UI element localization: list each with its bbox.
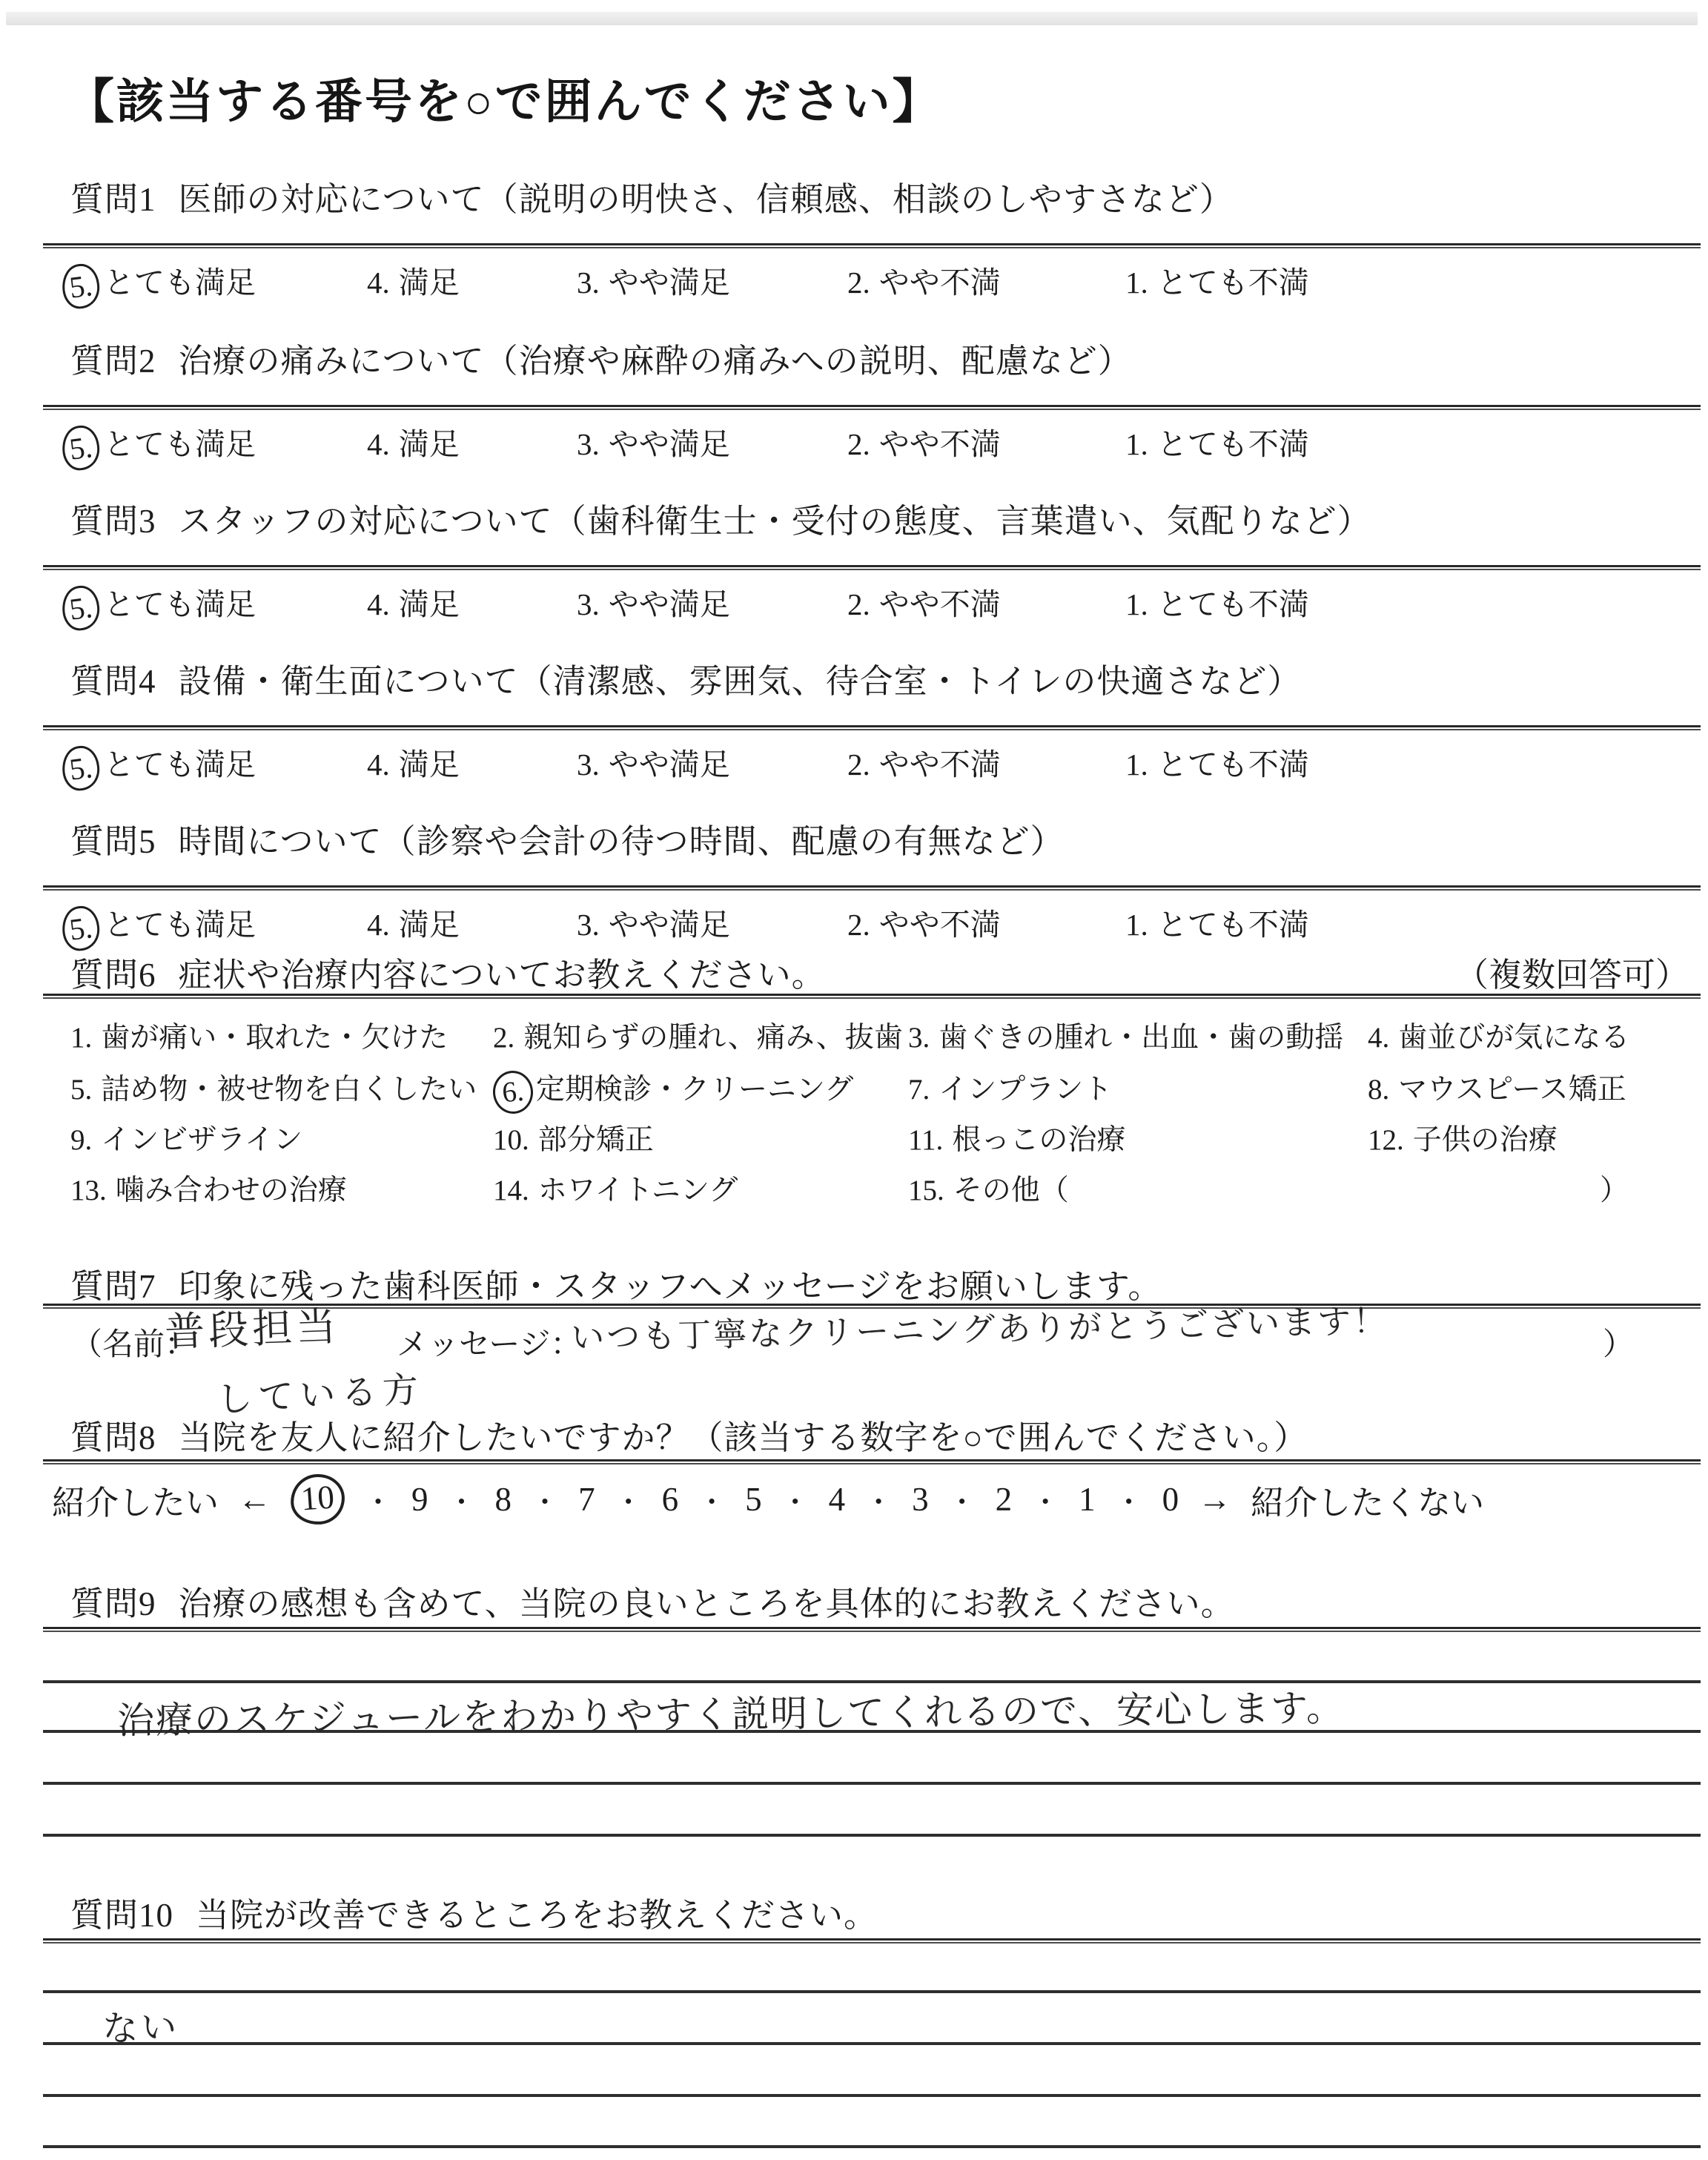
symptom-option-15: 15. その他（ bbox=[908, 1175, 1069, 1206]
question-9-id: 質問9 bbox=[70, 1585, 156, 1622]
page-title: 【該当する番号を○で囲んでください】 bbox=[67, 76, 942, 128]
rating-option-2 bbox=[847, 261, 1001, 304]
right-arrow-icon: → bbox=[1198, 1481, 1232, 1518]
rating-option-1 bbox=[1125, 583, 1309, 626]
divider bbox=[43, 405, 1701, 410]
option-number: 5. bbox=[67, 909, 95, 947]
question-4-rating-row bbox=[0, 743, 1708, 790]
scale-number-5: 5 bbox=[745, 1481, 762, 1518]
option-label: とても不満 bbox=[1156, 908, 1309, 942]
option-label: 満足 bbox=[398, 747, 460, 782]
writing-line bbox=[43, 1834, 1701, 1837]
rating-option-1 bbox=[1125, 423, 1309, 466]
question-3-text: スタッフの対応について（歯科衛生士・受付の態度、言葉遣い、気配りなど） bbox=[178, 503, 1371, 540]
option-number: 1. bbox=[1125, 908, 1148, 942]
symptom-option-5: 5. 詰め物・被せ物を白くしたい bbox=[70, 1074, 477, 1106]
rating-option-4 bbox=[367, 423, 460, 466]
option-number: 3. bbox=[577, 427, 600, 461]
option-number: 2. bbox=[847, 587, 870, 621]
divider bbox=[43, 725, 1701, 730]
scale-number-1: 1 bbox=[1079, 1481, 1096, 1518]
option-number: 1. bbox=[1125, 265, 1148, 300]
divider bbox=[43, 1627, 1701, 1632]
writing-line bbox=[43, 1782, 1701, 1785]
message-field-label: メッセージ： bbox=[397, 1328, 582, 1362]
option-label: やや不満 bbox=[878, 265, 1001, 300]
option-label: やや満足 bbox=[608, 747, 730, 782]
divider bbox=[43, 1938, 1701, 1943]
option-number: 1. bbox=[1125, 587, 1148, 621]
scale-number-10: 10 bbox=[299, 1478, 336, 1518]
question-6-title bbox=[70, 948, 826, 996]
handwritten-circle bbox=[60, 584, 102, 633]
question-8-id: 質問8 bbox=[70, 1419, 156, 1456]
question-3-id: 質問3 bbox=[70, 503, 156, 540]
scale-number-4: 4 bbox=[828, 1481, 846, 1518]
symptom-option-12: 12. 子供の治療 bbox=[1368, 1124, 1558, 1156]
handwritten-answer-q9: 治療のスケジュールをわかりやすく説明してくれるので、安心します。 bbox=[116, 1686, 1345, 1743]
symptom-option-7: 7. インプラント bbox=[908, 1074, 1113, 1106]
option-number: 4. bbox=[367, 427, 390, 461]
question-3-rating-row bbox=[0, 583, 1708, 630]
option-number: 4. bbox=[367, 587, 390, 621]
handwritten-circle bbox=[60, 423, 102, 472]
writing-line bbox=[43, 1990, 1701, 1993]
handwritten-circle bbox=[60, 262, 102, 311]
scale-number-6: 6 bbox=[661, 1481, 679, 1518]
scale-dot: ・ bbox=[447, 1487, 476, 1519]
scale-dot: ・ bbox=[781, 1487, 810, 1519]
scale-number-9: 9 bbox=[411, 1481, 428, 1518]
option-label: 満足 bbox=[398, 587, 460, 621]
option-number: 5. bbox=[67, 749, 95, 787]
option-label: やや満足 bbox=[608, 908, 730, 942]
symptom-option-3: 3. 歯ぐきの腫れ・出血・歯の動揺 bbox=[908, 1022, 1344, 1054]
option-label: やや満足 bbox=[608, 587, 730, 621]
question-2-text: 治療の痛みについて（治療や麻酔の痛みへの説明、配慮など） bbox=[178, 343, 1132, 380]
scan-artifact-band bbox=[6, 12, 1698, 25]
rating-option-2 bbox=[847, 743, 1001, 786]
scale-number-2: 2 bbox=[995, 1481, 1013, 1518]
divider bbox=[43, 885, 1701, 891]
symptom-option-1: 1. 歯が痛い・取れた・欠けた bbox=[70, 1022, 448, 1054]
rating-option-3 bbox=[577, 583, 730, 626]
option-number: 5. bbox=[67, 589, 95, 627]
option-number: 4. bbox=[367, 265, 390, 300]
question-10-id: 質問10 bbox=[70, 1897, 174, 1934]
question-5-rating-row bbox=[0, 903, 1708, 951]
handwritten-answer-q10: ない bbox=[102, 2006, 181, 2050]
scale-dot: ・ bbox=[698, 1487, 726, 1519]
handwritten-circle bbox=[289, 1473, 347, 1527]
question-8-text: 当院を友人に紹介したいですか？（該当する数字を○で囲んでください。） bbox=[178, 1419, 1308, 1456]
handwritten-circle: 6. bbox=[491, 1069, 535, 1115]
question-1-title bbox=[70, 172, 1234, 220]
symptom-option-6: 6. 定期検診・クリーニング bbox=[493, 1066, 853, 1114]
rating-option-4 bbox=[367, 903, 460, 946]
option-label: とても不満 bbox=[1156, 587, 1309, 621]
scale-dot: ・ bbox=[947, 1487, 976, 1519]
question-2-title bbox=[70, 334, 1132, 382]
question-5-id: 質問5 bbox=[70, 823, 156, 860]
question-4-title bbox=[70, 654, 1301, 702]
rating-option-5 bbox=[62, 261, 256, 308]
rating-option-5 bbox=[62, 583, 256, 630]
option-number: 4. bbox=[367, 908, 390, 942]
symptom-option-10: 10. 部分矯正 bbox=[493, 1124, 654, 1156]
option-label: とても不満 bbox=[1156, 747, 1309, 782]
option-label: やや不満 bbox=[878, 908, 1001, 942]
scale-dot: ・ bbox=[1031, 1487, 1060, 1519]
question-1-id: 質問1 bbox=[70, 181, 156, 218]
symptom-option-4: 4. 歯並びが気になる bbox=[1368, 1022, 1630, 1054]
handwritten-name-line1: 普段担当 bbox=[164, 1302, 341, 1356]
rating-option-4 bbox=[367, 261, 460, 304]
handwritten-name-line2: している方 bbox=[215, 1368, 426, 1421]
rating-option-3 bbox=[577, 423, 730, 466]
question-4-id: 質問4 bbox=[70, 663, 156, 700]
option-label: やや満足 bbox=[608, 265, 730, 300]
question-3-title bbox=[70, 494, 1371, 542]
question-8-title bbox=[70, 1410, 1308, 1459]
rating-option-1 bbox=[1125, 261, 1309, 304]
handwritten-message: いつも丁寧なクリーニングありがとうございます！ bbox=[570, 1301, 1389, 1358]
option-label: 満足 bbox=[398, 908, 460, 942]
question-6-note: （複数回答可） bbox=[1454, 957, 1689, 994]
question-8-recommend-scale bbox=[52, 1474, 1484, 1525]
question-10-title bbox=[70, 1888, 878, 1936]
symptom-option-13: 13. 噛み合わせの治療 bbox=[70, 1175, 347, 1206]
question-9-title bbox=[70, 1576, 1235, 1625]
option-label: とても満足 bbox=[104, 427, 256, 461]
handwritten-circle bbox=[60, 904, 102, 953]
scale-dot: ・ bbox=[531, 1487, 560, 1519]
question-7-text: 印象に残った歯科医師・スタッフへメッセージをお願いします。 bbox=[178, 1268, 1162, 1305]
rating-option-3 bbox=[577, 261, 730, 304]
option-label: やや満足 bbox=[608, 427, 730, 461]
option-number: 2. bbox=[847, 427, 870, 461]
rating-option-2 bbox=[847, 903, 1001, 946]
question-6-text: 症状や治療内容についてお教えください。 bbox=[178, 957, 826, 994]
option-number: 3. bbox=[577, 908, 600, 942]
rating-option-3 bbox=[577, 903, 730, 946]
scale-dot: ・ bbox=[614, 1487, 643, 1519]
symptom-option-2: 2. 親知らずの腫れ、痛み、抜歯 bbox=[493, 1022, 903, 1054]
option-number: 3. bbox=[577, 265, 600, 300]
option-number: 1. bbox=[1125, 427, 1148, 461]
question-10-text: 当院が改善できるところをお教えください。 bbox=[196, 1897, 878, 1934]
scale-number-8: 8 bbox=[494, 1481, 512, 1518]
option-label: とても不満 bbox=[1156, 427, 1309, 461]
option-label: とても満足 bbox=[104, 587, 256, 621]
scale-dot: ・ bbox=[364, 1487, 393, 1519]
rating-option-2 bbox=[847, 583, 1001, 626]
handwritten-circle bbox=[60, 744, 102, 793]
writing-line bbox=[43, 2145, 1701, 2148]
question-7-id: 質問7 bbox=[70, 1268, 156, 1305]
name-field-label: （名前： bbox=[71, 1328, 196, 1362]
question-6-id: 質問6 bbox=[70, 957, 156, 994]
option-label: 満足 bbox=[398, 427, 460, 461]
rating-option-4 bbox=[367, 743, 460, 786]
option-label: とても満足 bbox=[104, 747, 256, 782]
divider bbox=[43, 1459, 1701, 1464]
rating-option-1 bbox=[1125, 743, 1309, 786]
symptom-option-11: 11. 根っこの治療 bbox=[908, 1124, 1126, 1156]
symptom-option-9: 9. インビザライン bbox=[70, 1124, 303, 1156]
scale-left-label: 紹介したい bbox=[52, 1484, 219, 1522]
option-number: 1. bbox=[1125, 747, 1148, 782]
question-5-title bbox=[70, 814, 1065, 862]
writing-line bbox=[43, 2042, 1701, 2045]
rating-option-5 bbox=[62, 903, 256, 951]
other-option-close-paren: ） bbox=[1600, 1175, 1629, 1206]
rating-option-5 bbox=[62, 423, 256, 470]
option-number: 2. bbox=[847, 265, 870, 300]
question-1-rating-row bbox=[0, 261, 1708, 308]
question-4-text: 設備・衛生面について（清潔感、雰囲気、待合室・トイレの快適さなど） bbox=[178, 663, 1302, 700]
scale-number-3: 3 bbox=[912, 1481, 929, 1518]
option-number: 3. bbox=[577, 587, 600, 621]
question-5-text: 時間について（診察や会計の待つ時間、配慮の有無など） bbox=[178, 823, 1065, 860]
scale-dot: ・ bbox=[1114, 1487, 1143, 1519]
divider bbox=[43, 565, 1701, 570]
rating-option-1 bbox=[1125, 903, 1309, 946]
rating-option-2 bbox=[847, 423, 1001, 466]
option-number: 2. bbox=[847, 747, 870, 782]
writing-line bbox=[43, 2094, 1701, 2097]
scale-number-7: 7 bbox=[578, 1481, 595, 1518]
divider bbox=[43, 994, 1701, 999]
option-number: 2. bbox=[847, 908, 870, 942]
rating-option-4 bbox=[367, 583, 460, 626]
option-label: やや不満 bbox=[878, 587, 1001, 621]
divider bbox=[43, 243, 1701, 248]
rating-option-5 bbox=[62, 743, 256, 790]
scale-dot: ・ bbox=[864, 1487, 893, 1519]
option-label: やや不満 bbox=[878, 747, 1001, 782]
rating-option-3 bbox=[577, 743, 730, 786]
option-number: 5. bbox=[67, 267, 95, 305]
option-label: とても不満 bbox=[1156, 265, 1309, 300]
option-number: 4. bbox=[367, 747, 390, 782]
left-arrow-icon: ← bbox=[238, 1481, 272, 1518]
question-1-text: 医師の対応について（説明の明快さ、信頼感、相談のしやすさなど） bbox=[178, 181, 1234, 218]
scale-number-0: 0 bbox=[1162, 1481, 1179, 1518]
symptom-option-14: 14. ホワイトニング bbox=[493, 1175, 738, 1206]
option-label: 満足 bbox=[398, 265, 460, 300]
option-label: とても満足 bbox=[104, 265, 256, 300]
symptom-option-8: 8. マウスピース矯正 bbox=[1368, 1074, 1626, 1106]
message-close-paren: ） bbox=[1603, 1328, 1635, 1362]
question-2-id: 質問2 bbox=[70, 343, 156, 380]
option-number: 3. bbox=[577, 747, 600, 782]
option-label: やや不満 bbox=[878, 427, 1001, 461]
option-number: 5. bbox=[67, 429, 95, 466]
question-9-text: 治療の感想も含めて、当院の良いところを具体的にお教えください。 bbox=[178, 1585, 1235, 1622]
question-2-rating-row bbox=[0, 423, 1708, 470]
option-label: とても満足 bbox=[104, 908, 256, 942]
scale-right-label: 紹介したくない bbox=[1251, 1484, 1485, 1522]
